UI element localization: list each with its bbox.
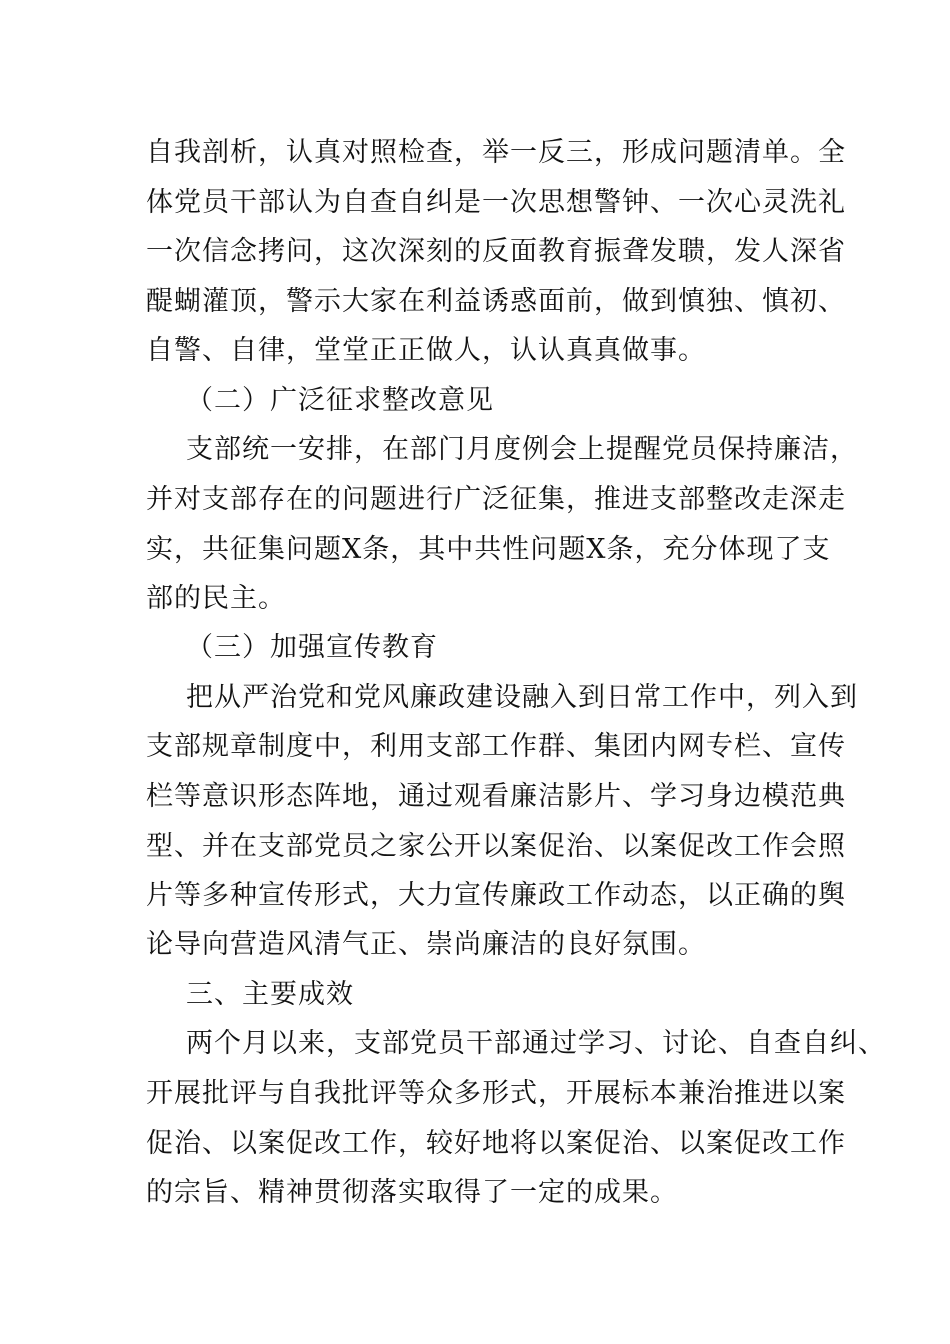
paragraph-line: 自我剖析，认真对照检查，举一反三，形成问题清单。全 [146, 137, 846, 168]
section-heading: （三）加强宣传教育 [186, 632, 438, 663]
paragraph-line: 促治、以案促改工作，较好地将以案促治、以案促改工作 [146, 1128, 846, 1159]
paragraph-line: 论导向营造风清气正、崇尚廉洁的良好氛围。 [146, 929, 706, 960]
paragraph-line: 并对支部存在的问题进行广泛征集，推进支部整改走深走 [146, 484, 846, 515]
paragraph-line: 实，共征集问题X条，其中共性问题X条，充分体现了支 [146, 534, 831, 565]
paragraph-line: 把从严治党和党风廉政建设融入到日常工作中，列入到 [186, 682, 858, 713]
paragraph-line: 自警、自律，堂堂正正做人，认认真真做事。 [146, 335, 706, 366]
paragraph-line: 支部规章制度中，利用支部工作群、集团内网专栏、宣传 [146, 731, 846, 762]
paragraph-line: 开展批评与自我批评等众多形式，开展标本兼治推进以案 [146, 1078, 846, 1109]
paragraph-line: 支部统一安排，在部门月度例会上提醒党员保持廉洁， [186, 434, 858, 465]
section-heading: 三、主要成效 [186, 979, 354, 1010]
paragraph-line: 两个月以来，支部党员干部通过学习、讨论、自查自纠、 [186, 1028, 886, 1059]
paragraph-line: 体党员干部认为自查自纠是一次思想警钟、一次心灵洗礼 [146, 187, 846, 218]
paragraph-line: 型、并在支部党员之家公开以案促治、以案促改工作会照 [146, 831, 846, 862]
paragraph-line: 栏等意识形态阵地，通过观看廉洁影片、学习身边模范典 [146, 781, 846, 812]
paragraph-line: 一次信念拷问，这次深刻的反面教育振聋发聩，发人深省 [146, 236, 846, 267]
paragraph-line: 部的民主。 [146, 583, 286, 614]
paragraph-line: 片等多种宣传形式，大力宣传廉政工作动态，以正确的舆 [146, 880, 846, 911]
section-heading: （二）广泛征求整改意见 [186, 385, 494, 416]
paragraph-line: 的宗旨、精神贯彻落实取得了一定的成果。 [146, 1177, 678, 1208]
paragraph-line: 醍蝴灌顶，警示大家在利益诱惑面前，做到慎独、慎初、 [146, 286, 846, 317]
